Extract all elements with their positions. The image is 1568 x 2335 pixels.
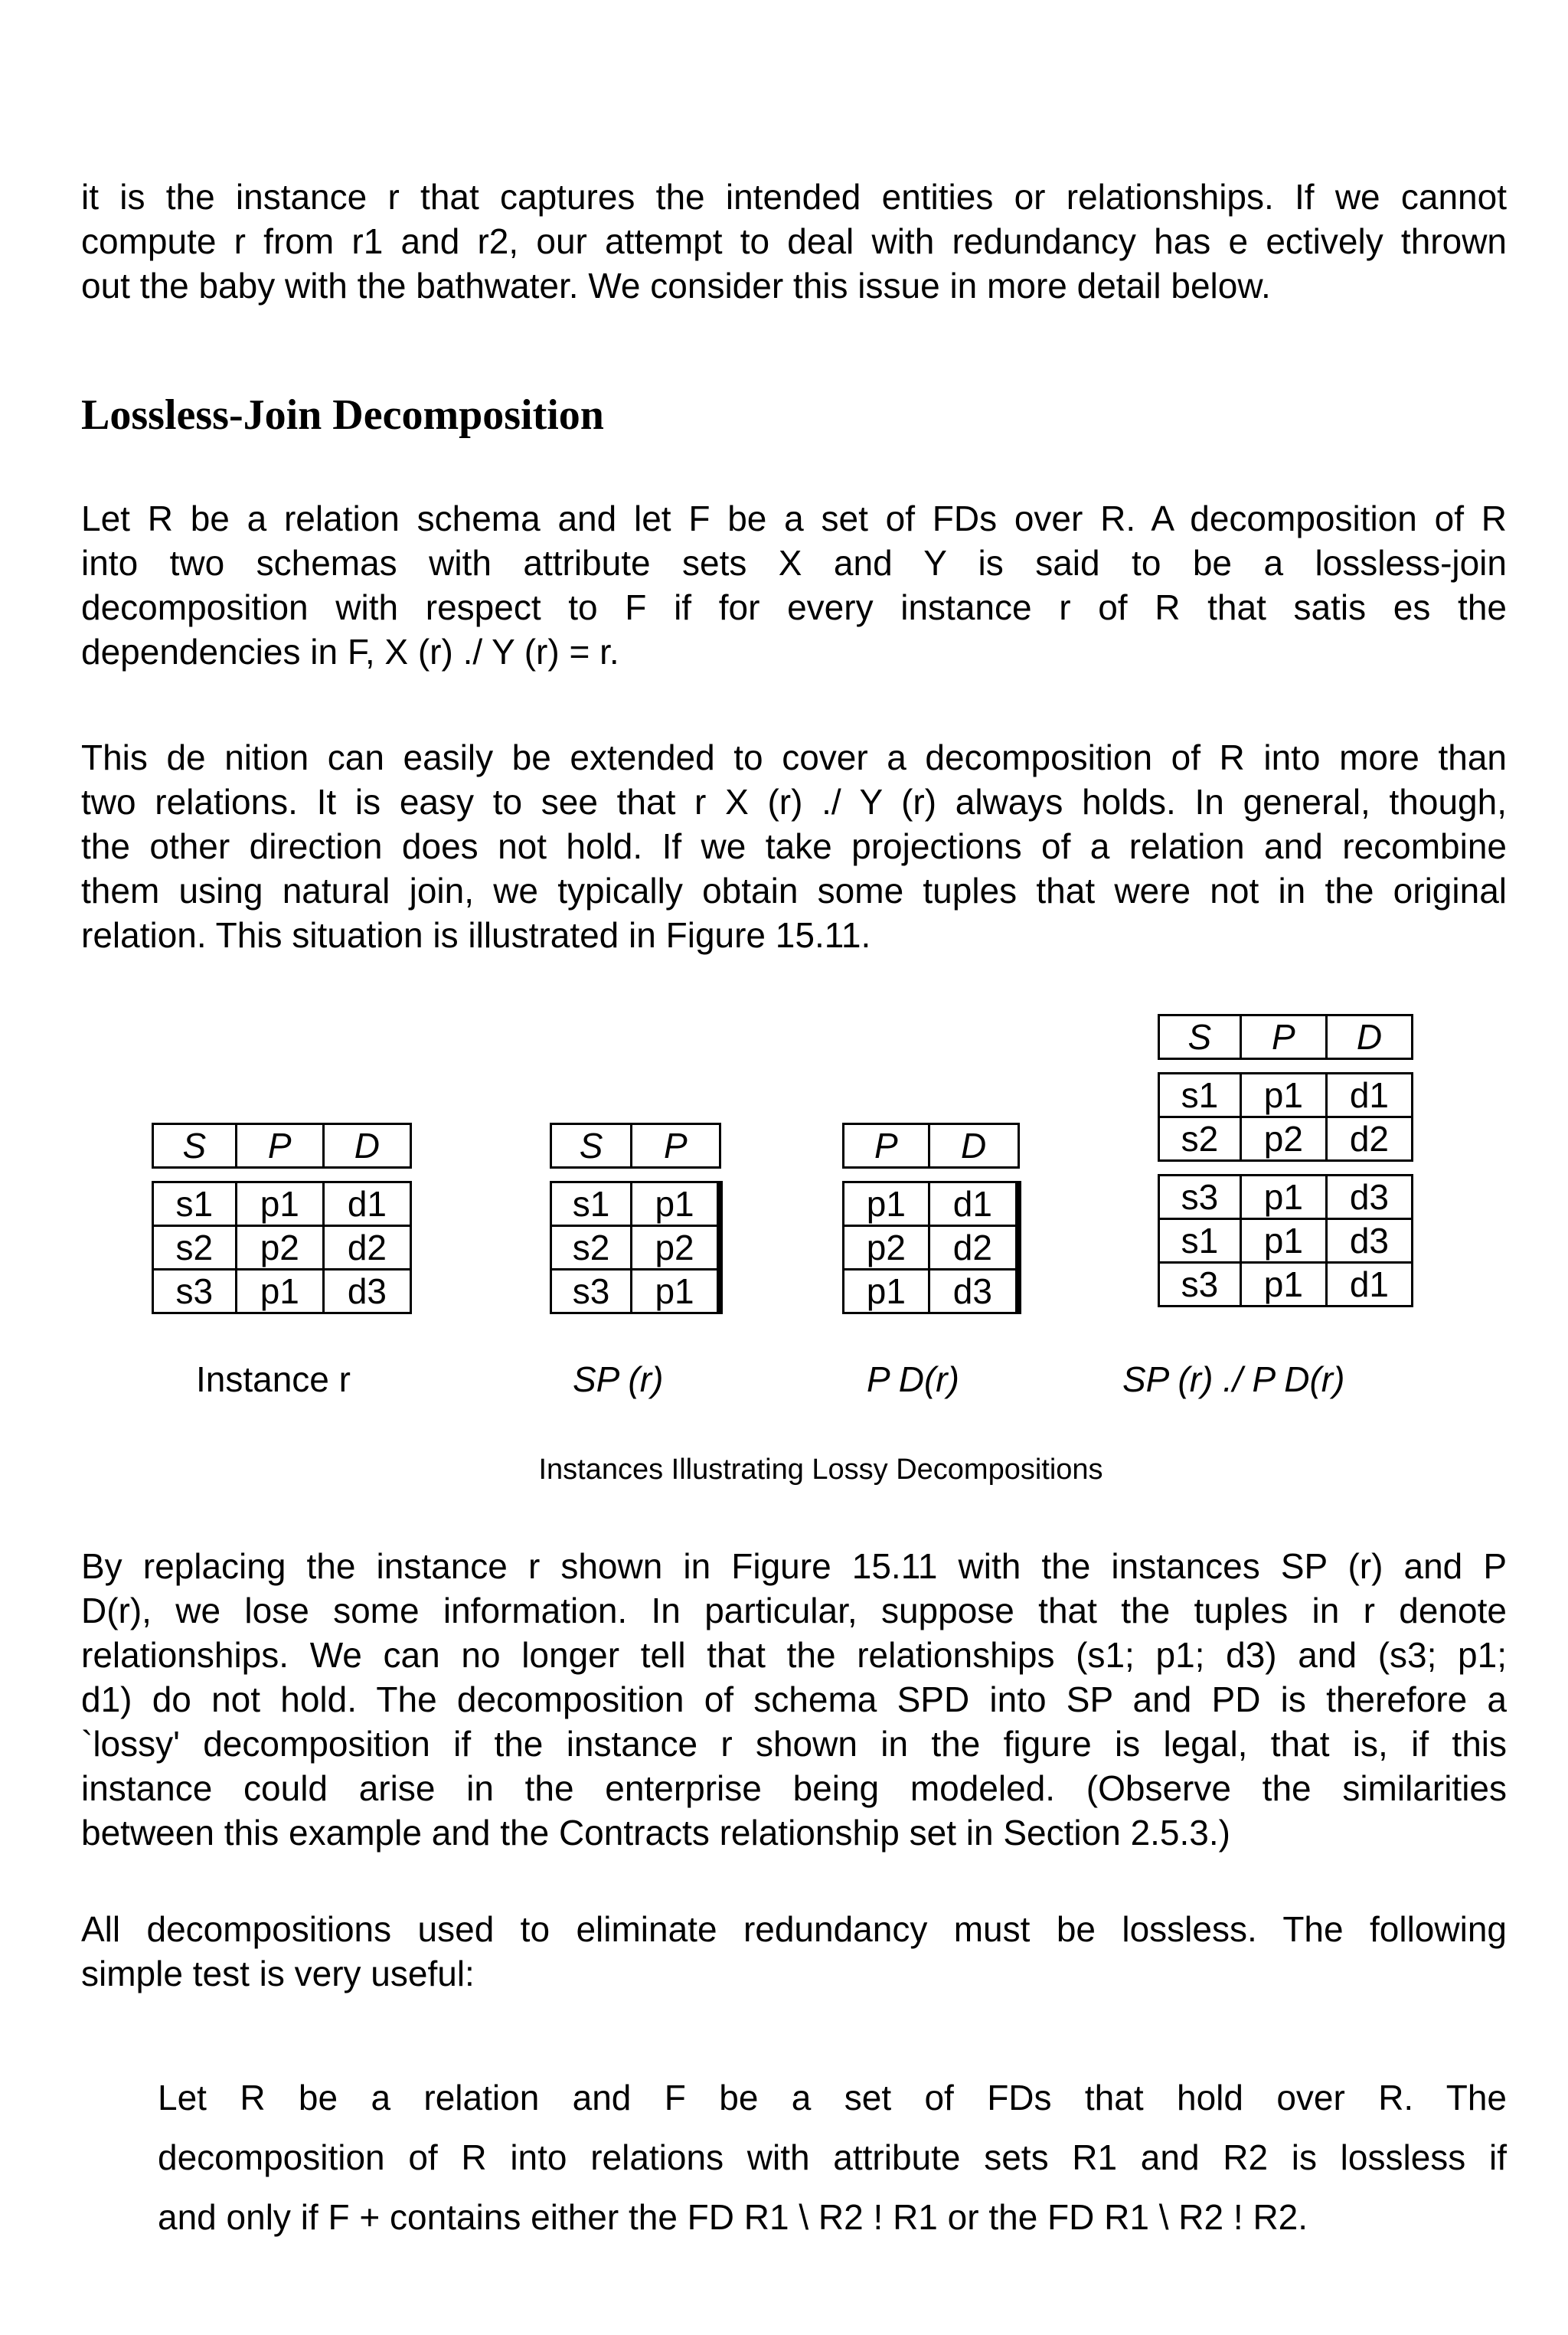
table-row <box>551 1182 720 1226</box>
table-join-result <box>1158 1014 1413 1307</box>
table-cell: d3 <box>929 1270 1018 1313</box>
theorem-line-3: and only if F + contains either the FD R1 \ R2 ! R1 or the FD R1 \ R2 ! R2. <box>158 2197 1308 2237</box>
caption-sp-r: SP (r) <box>573 1359 664 1399</box>
table-header-cell: P <box>1240 1015 1326 1059</box>
caption-instance-r: Instance r <box>196 1359 351 1399</box>
table-row <box>1159 1074 1413 1117</box>
extension-line-4: them using natural join, we typically obtain some tuples that were not in the original <box>81 871 1507 911</box>
intro-line-1: it is the instance r that captures the intended entities or relationships. If we cannot <box>81 177 1507 217</box>
table-cell: p2 <box>236 1226 323 1270</box>
definition-line-3: decomposition with respect to F if for every instance r of R that satis es the <box>81 587 1507 627</box>
table-row <box>1159 1176 1413 1219</box>
lossy-line-5: `lossy' decomposition if the instance r shown in the figure is legal, that is, if this <box>81 1724 1507 1764</box>
table-cell: p1 <box>1240 1263 1326 1306</box>
table-row <box>153 1226 411 1270</box>
extension-line-3: the other direction does not hold. If we take projections of a relation and recombine <box>81 826 1507 866</box>
table-header-cell: P <box>236 1124 323 1168</box>
theorem-line-1: Let R be a relation and F be a set of FDs that hold over R. The <box>158 2078 1507 2118</box>
table-instance-r <box>152 1123 412 1314</box>
table-header-cell: S <box>1159 1015 1241 1059</box>
extension-paragraph <box>81 735 1507 957</box>
table-sp-r <box>550 1123 723 1314</box>
table-header-cell: S <box>551 1124 632 1168</box>
lossy-paragraph <box>81 1544 1507 1855</box>
table-cell: s2 <box>1159 1117 1241 1161</box>
table-header-cell: S <box>153 1124 237 1168</box>
table-cell: p2 <box>844 1226 929 1270</box>
table-header-cell: D <box>1326 1015 1412 1059</box>
table-cell: p1 <box>1240 1176 1326 1219</box>
intro-line-3: out the baby with the bathwater. We consider this issue in more detail below. <box>81 266 1271 306</box>
table-cell: p2 <box>632 1226 720 1270</box>
table-cell: s1 <box>551 1182 632 1226</box>
extension-line-5: relation. This situation is illustrated in Figure 15.11. <box>81 915 871 955</box>
extension-line-2: two relations. It is easy to see that r X (r) ./ Y (r) always holds. In general, though, <box>81 782 1507 822</box>
table-pd-r <box>842 1123 1021 1314</box>
table-cell: d1 <box>323 1182 410 1226</box>
lossy-line-2: D(r), we lose some information. In particular, suppose that the tuples in r denote <box>81 1591 1507 1630</box>
table-cell: s1 <box>1159 1219 1241 1263</box>
table-row <box>1159 1219 1413 1263</box>
rule-line-2: simple test is very useful: <box>81 1954 475 1993</box>
figure-title: Instances Illustrating Lossy Decompositions <box>538 1454 1103 1486</box>
table-cell: p2 <box>1240 1117 1326 1161</box>
table-cell: s1 <box>153 1182 237 1226</box>
lossy-line-6: instance could arise in the enterprise being modeled. (Observe the similarities <box>81 1768 1507 1808</box>
table-cell: d1 <box>1326 1263 1412 1306</box>
table-cell: p1 <box>1240 1074 1326 1117</box>
table-row <box>153 1182 411 1226</box>
table-cell: d2 <box>323 1226 410 1270</box>
table-row <box>1159 1263 1413 1306</box>
lossy-line-3: relationships. We can no longer tell that the relationships (s1; p1; d3) and (s3; p1; <box>81 1635 1507 1675</box>
table-cell: d2 <box>929 1226 1018 1270</box>
lossy-line-1: By replacing the instance r shown in Figure 15.11 with the instances SP (r) and P <box>81 1546 1507 1586</box>
lossy-line-4: d1) do not hold. The decomposition of schema SPD into SP and PD is therefore a <box>81 1679 1507 1719</box>
table-row <box>844 1226 1019 1270</box>
table-cell: d1 <box>1326 1074 1412 1117</box>
table-cell: p1 <box>632 1270 720 1313</box>
table-cell: d1 <box>929 1182 1018 1226</box>
section-heading: Lossless-Join Decomposition <box>81 391 604 439</box>
table-cell: s1 <box>1159 1074 1241 1117</box>
table-row <box>551 1270 720 1313</box>
table-cell: p1 <box>632 1182 720 1226</box>
definition-line-4: dependencies in F, X (r) ./ Y (r) = r. <box>81 632 619 672</box>
rule-paragraph <box>81 1907 1507 1996</box>
table-cell: d3 <box>323 1270 410 1313</box>
document-page <box>81 0 1513 2335</box>
table-cell: p1 <box>844 1182 929 1226</box>
table-header-cell: P <box>632 1124 720 1168</box>
table-cell: s2 <box>551 1226 632 1270</box>
table-cell: d3 <box>1326 1176 1412 1219</box>
definition-line-1: Let R be a relation schema and let F be a set of FDs over R. A decomposition of R <box>81 499 1507 538</box>
table-cell: s3 <box>551 1270 632 1313</box>
table-header-cell: D <box>323 1124 410 1168</box>
table-header-cell: D <box>929 1124 1018 1168</box>
table-row <box>551 1226 720 1270</box>
table-cell: p1 <box>236 1270 323 1313</box>
lossy-line-7: between this example and the Contracts relationship set in Section 2.5.3.) <box>81 1813 1230 1853</box>
table-cell: d3 <box>1326 1219 1412 1263</box>
definition-line-2: into two schemas with attribute sets X and Y is said to be a lossless-join <box>81 543 1507 583</box>
table-cell: s3 <box>1159 1176 1241 1219</box>
extension-line-1: This de nition can easily be extended to cover a decomposition of R into more than <box>81 737 1507 777</box>
rule-line-1: All decompositions used to eliminate redundancy must be lossless. The following <box>81 1909 1507 1949</box>
table-header-cell: P <box>844 1124 929 1168</box>
table-row <box>844 1182 1019 1226</box>
table-cell: p1 <box>236 1182 323 1226</box>
intro-line-2: compute r from r1 and r2, our attempt to deal with redundancy has e ectively thrown <box>81 221 1507 261</box>
intro-paragraph <box>81 175 1507 308</box>
caption-pd-r: P D(r) <box>867 1359 959 1399</box>
theorem-line-2: decomposition of R into relations with attribute sets R1 and R2 is lossless if <box>158 2137 1507 2177</box>
theorem-block <box>158 2068 1507 2247</box>
table-cell: s3 <box>1159 1263 1241 1306</box>
table-cell: s2 <box>153 1226 237 1270</box>
table-row <box>153 1270 411 1313</box>
table-cell: p1 <box>1240 1219 1326 1263</box>
table-cell: p1 <box>844 1270 929 1313</box>
caption-join-result: SP (r) ./ P D(r) <box>1122 1359 1345 1399</box>
table-row <box>844 1270 1019 1313</box>
definition-paragraph <box>81 496 1507 674</box>
table-cell: s3 <box>153 1270 237 1313</box>
table-cell: d2 <box>1326 1117 1412 1161</box>
table-row <box>1159 1117 1413 1161</box>
